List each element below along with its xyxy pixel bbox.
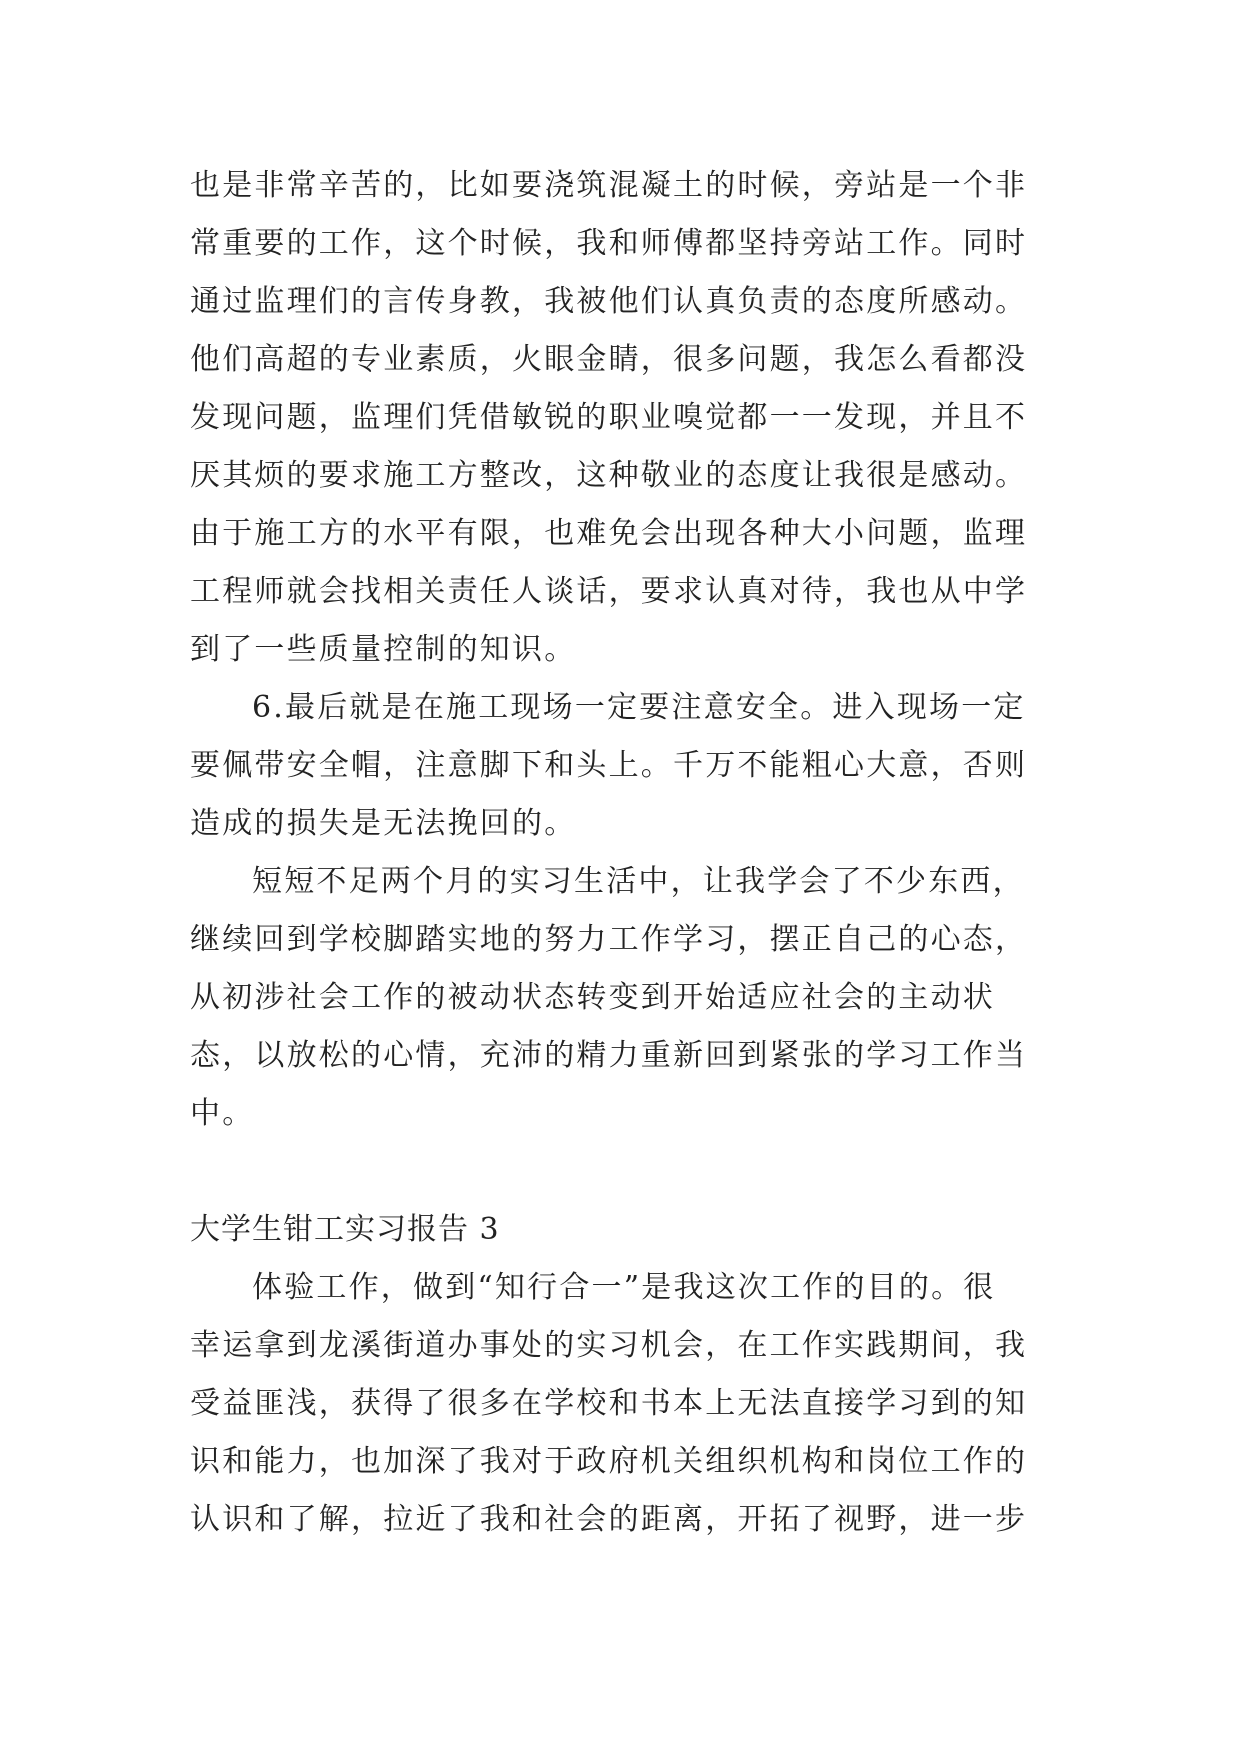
text-line: 造成的损失是无法挽回的。 [190,806,577,841]
text-line: 短短不足两个月的实习生活中，让我学会了不少东西， [252,864,1025,899]
text-line: 通过监理们的言传身教，我被他们认真负责的态度所感动。 [190,284,1028,319]
text-line: 也是非常辛苦的，比如要浇筑混凝土的时候，旁站是一个非 [190,168,1028,203]
text-line: 受益匪浅，获得了很多在学校和书本上无法直接学习到的知 [190,1386,1028,1421]
text-line: 幸运拿到龙溪街道办事处的实习机会，在工作实践期间，我 [190,1328,1028,1363]
text-line: 他们高超的专业素质，火眼金睛，很多问题，我怎么看都没 [190,342,1028,377]
text-line: 继续回到学校脚踏实地的努力工作学习，摆正自己的心态， [190,922,1028,957]
text-line: 认识和了解，拉近了我和社会的距离，开拓了视野，进一步 [190,1502,1028,1537]
text-line: 厌其烦的要求施工方整改，这种敬业的态度让我很是感动。 [190,458,1028,493]
text-line: 常重要的工作，这个时候，我和师傅都坚持旁站工作。同时 [190,226,1028,261]
text-line: 从初涉社会工作的被动状态转变到开始适应社会的主动状 [190,980,995,1015]
text-line: 6.最后就是在施工现场一定要注意安全。进入现场一定 [252,690,1026,725]
text-line: 中。 [190,1096,255,1131]
text-line: 态，以放松的心情，充沛的精力重新回到紧张的学习工作当 [190,1038,1028,1073]
text-line: 发现问题，监理们凭借敏锐的职业嗅觉都一一发现，并且不 [190,400,1028,435]
text-line: 工程师就会找相关责任人谈话，要求认真对待，我也从中学 [190,574,1028,609]
text-line: 体验工作，做到“知行合一”是我这次工作的目的。很 [252,1270,996,1305]
text-line: 到了一些质量控制的知识。 [190,632,577,667]
text-line: 由于施工方的水平有限，也难免会出现各种大小问题，监理 [190,516,1028,551]
text-line: 要佩带安全帽，注意脚下和头上。千万不能粗心大意，否则 [190,748,1028,783]
section-heading: 大学生钳工实习报告 3 [190,1212,500,1247]
text-line: 识和能力，也加深了我对于政府机关组织机构和岗位工作的 [190,1444,1028,1479]
